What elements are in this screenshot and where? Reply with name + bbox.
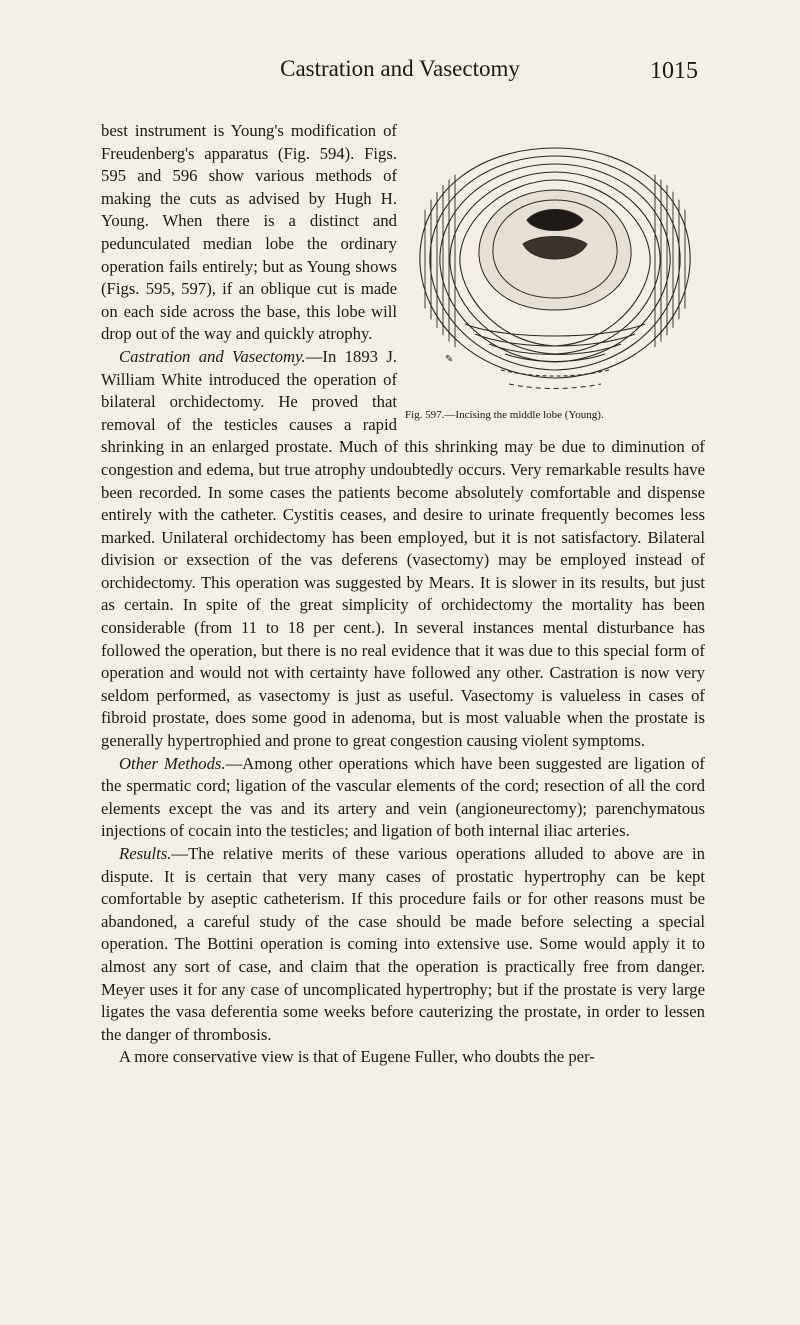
paragraph-4-text: —The relative merits of these various operations alluded to above are in dispute. It is certain that very many cases of prostatic hypertrophy can be kept comfortable by aseptic catheterism. If this procedure fails or for other reasons must be abandoned, a careful study of the case should be made before selecting a special operation. The Bottini operation is coming into extensive use. Some would apply it to almost any sort of case, and claim that the operation is practically free from danger. Meyer uses it for any case of uncomplicated hypertrophy; but if the prostate is very large ligates the vasa deferentia some weeks before cauterizing the prostate, in order to lessen the danger of thrombosis. (101, 844, 705, 1044)
paragraph-1-text: best instrument is Young's modification of Freudenberg's apparatus (Fig. 594). Figs. 595 and 596 show various methods of making the cuts as advised by Hugh H. Young. When there is a distinct and pedunculated median lobe the ordinary operation fails entirely; but as Young shows (Figs. 595, 597), if an oblique cut is made on each side across the base, this lobe will drop out of the way and quickly atrophy. (101, 121, 397, 344)
paragraph-conservative-view: A more conservative view is that of Eugene Fuller, who doubts the per- (119, 1047, 595, 1067)
running-title: Castration and Vasectomy (280, 56, 520, 81)
page-number: 1015 (650, 58, 698, 84)
paragraph-other-methods (101, 753, 705, 843)
figure-caption: Fig. 597.—Incising the middle lobe (Young). (405, 409, 604, 421)
paragraph-results (101, 843, 705, 1046)
section-heading-castration: Castration and Vasectomy. (119, 346, 306, 366)
page-header (0, 56, 800, 96)
section-heading-other-methods: Other Methods. (119, 753, 226, 773)
paragraph-2-text: —In 1893 J. William White introduced the operation of bilateral orchidectomy. He proved that removal of the testicles causes a rapid shrinking in an enlarged prostate. Much of this shrinking may be due to diminution of congestion and edema, but true atrophy undoubtedly occurs. Very remarkable results have been recorded. In some cases the patients become absolutely comfortable and dispense entirely with the catheter. Cystitis ceases, and desire to urinate frequently becomes less marked. Unilateral orchidectomy has been employed, but it is not satisfactory. Bilateral division or exsection of the vas deferens (vasectomy) may be employed instead of orchidectomy. This operation was suggested by Mears. It is slower in its results, but just as certain. In spite of the great simplicity of orchidectomy the mortality has been considerable (from 11 to 18 per cent.). In several instances mental disturbance has followed the operation, but there is no real evidence that it was due to this special form of operation and would not with certainty have followed any other. Castration is now very seldom performed, as vasectomy is just as useful. Vasectomy is valueless in cases of fibroid prostate, does some good in adenoma, but is most valuable when the prostate is generally hypertrophied and prone to great congestion causing violent symptoms. (101, 346, 705, 751)
prostate-illustration (405, 124, 705, 402)
figure-597 (405, 124, 705, 420)
body-text (101, 120, 705, 1069)
paragraph-3-text: —Among other operations which have been suggested are ligation of the spermatic cord; ligation of the vascular elements of the cord; resection of all the cord elements except the vas and its artery and vein (angioneurectomy); parenchymatous injections of cocain into the testicles; and ligation of both internal iliac arteries. (101, 753, 705, 841)
svg-text:✎: ✎ (445, 354, 454, 365)
section-heading-results: Results. (119, 844, 172, 863)
